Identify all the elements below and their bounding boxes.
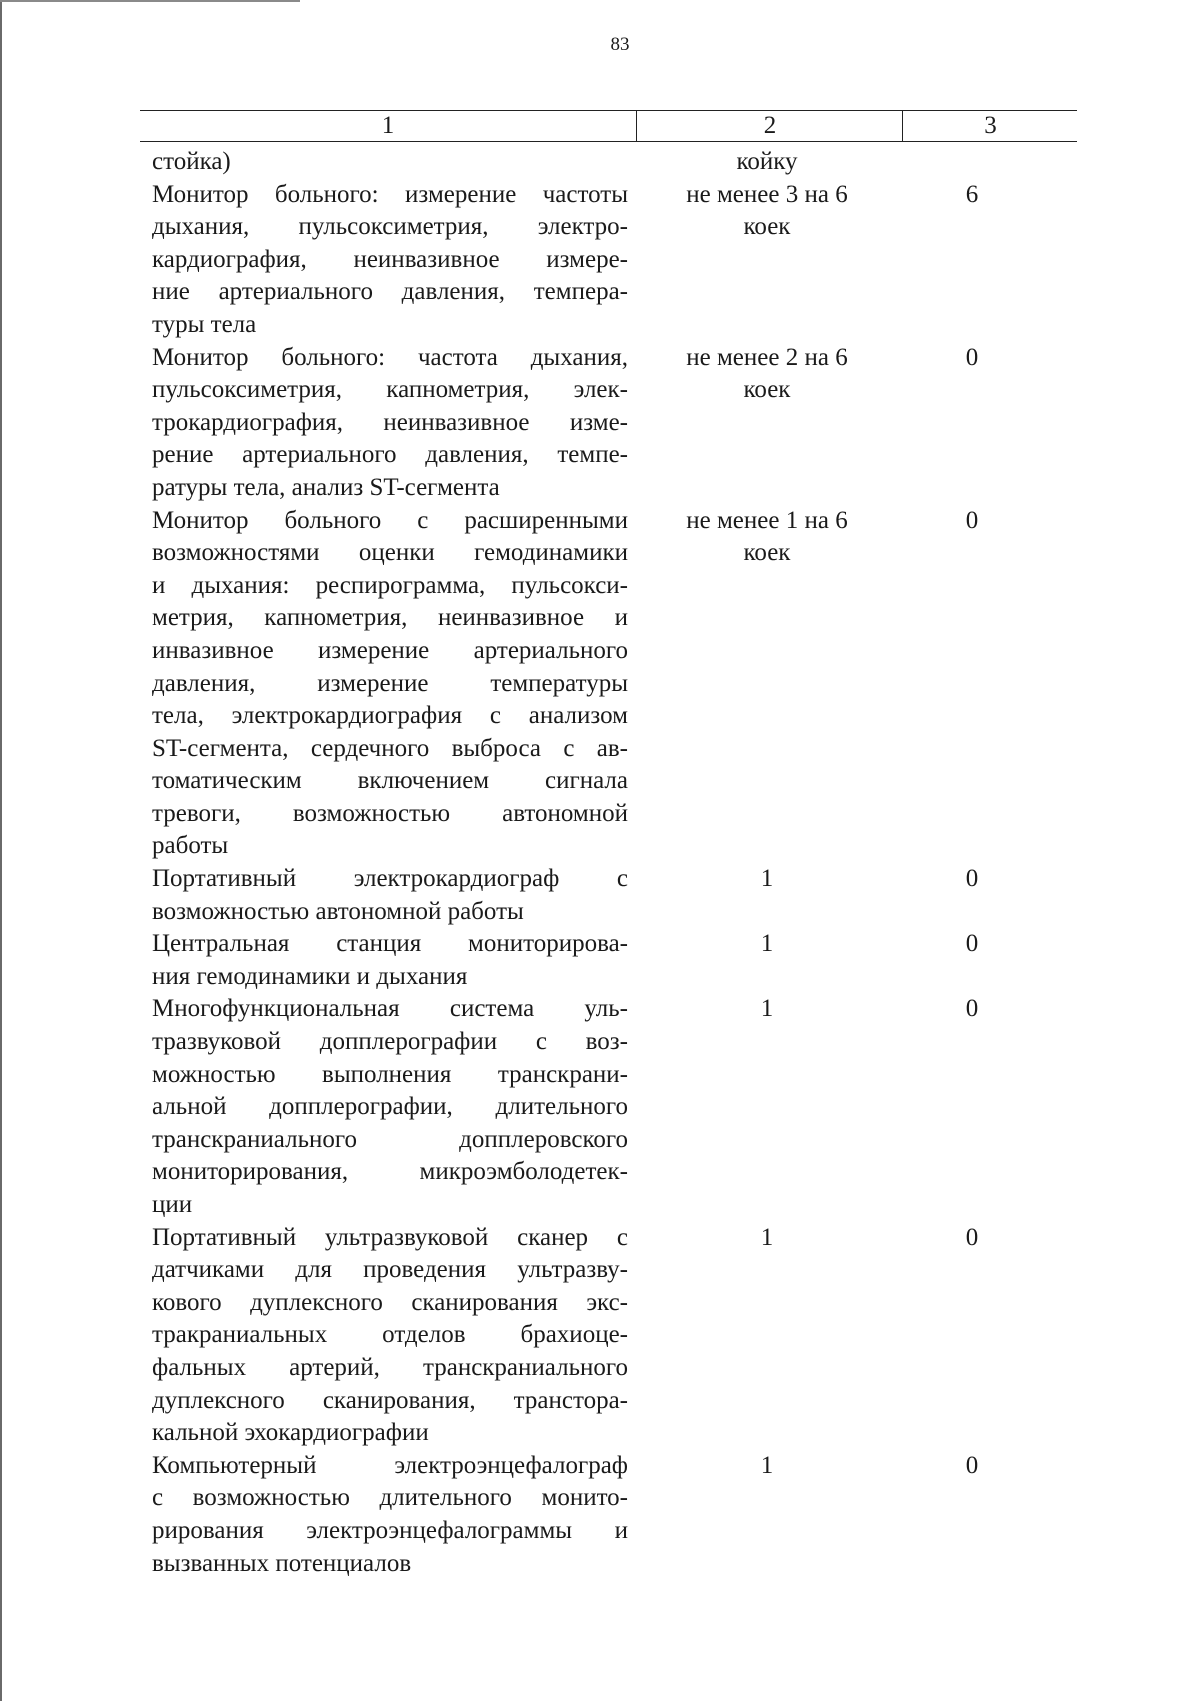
required-quantity xyxy=(647,1222,887,1255)
page-number: 83 xyxy=(610,34,630,55)
actual-quantity: 0 xyxy=(965,343,979,371)
table-row xyxy=(152,1222,1092,1450)
equipment-name-line: Монитор больного: измерение частоты xyxy=(152,180,628,208)
equipment-name-line: тревоги, возможностью автономной xyxy=(152,799,628,827)
equipment-name xyxy=(152,146,628,179)
table-row xyxy=(152,863,1092,928)
equipment-name-line: метрия, капнометрия, неинвазивное и xyxy=(152,604,628,632)
equipment-name-line: инвазивное измерение артериального xyxy=(152,636,628,664)
required-quantity-line: койку xyxy=(736,148,798,175)
header-col-1: 1 xyxy=(381,112,395,139)
equipment-name-line: транскраниального допплеровского xyxy=(152,1125,628,1153)
required-quantity-line: не менее 1 на 6 xyxy=(686,506,848,534)
equipment-name-line: кового дуплексного сканирования экс- xyxy=(152,1288,628,1316)
equipment-name-line: трокардиография, неинвазивное изме- xyxy=(152,408,628,436)
equipment-name xyxy=(152,179,628,342)
equipment-name xyxy=(152,928,628,993)
equipment-name-line: ции xyxy=(152,1191,193,1218)
equipment-name-line: ния гемодинамики и дыхания xyxy=(152,962,468,990)
table-row xyxy=(152,505,1092,864)
equipment-name-line: Многофункциональная система уль- xyxy=(152,995,628,1023)
equipment-name-line: рение артериального давления, темпе- xyxy=(152,441,628,469)
equipment-name-line: альной допплерографии, длительного xyxy=(152,1093,628,1121)
actual-quantity: 0 xyxy=(965,865,979,893)
required-quantity xyxy=(647,505,887,570)
required-quantity-line: 1 xyxy=(760,865,774,893)
equipment-name-line: ратуры тела, анализ ST-сегмента xyxy=(152,473,500,501)
required-quantity xyxy=(647,928,887,961)
actual-quantity: 0 xyxy=(965,995,979,1023)
required-quantity xyxy=(647,1450,887,1483)
equipment-name-line: Центральная станция мониторирова- xyxy=(152,930,628,958)
equipment-name-line: ST-сегмента, сердечного выброса с ав- xyxy=(152,734,628,762)
equipment-name-line: рирования электроэнцефалограммы и xyxy=(152,1516,628,1544)
required-quantity xyxy=(647,863,887,896)
equipment-name-line: вызванных потенциалов xyxy=(152,1549,412,1577)
required-quantity-line: не менее 2 на 6 xyxy=(686,343,848,371)
equipment-name xyxy=(152,1222,628,1450)
table-header xyxy=(140,110,1077,142)
actual-quantity: 0 xyxy=(965,1223,979,1251)
equipment-name-line: кальной эхокардиографии xyxy=(152,1419,429,1447)
actual-quantity: 6 xyxy=(965,180,979,208)
required-quantity-line: не менее 3 на 6 xyxy=(686,180,848,208)
equipment-name xyxy=(152,505,628,864)
equipment-name-line: возможностями оценки гемодинамики xyxy=(152,539,628,567)
required-quantity-line: коек xyxy=(743,376,791,404)
equipment-name-line: тразвуковой допплерографии с воз- xyxy=(152,1028,628,1056)
required-quantity-line: коек xyxy=(743,539,791,567)
table-row xyxy=(152,179,1092,342)
equipment-name xyxy=(152,1450,628,1580)
equipment-name xyxy=(152,863,628,928)
equipment-name-line: Портативный ультразвуковой сканер с xyxy=(152,1223,628,1251)
equipment-name-line: Компьютерный электроэнцефалограф xyxy=(152,1451,628,1479)
required-quantity xyxy=(647,179,887,244)
equipment-name-line: давления, измерение температуры xyxy=(152,669,628,697)
table-body xyxy=(152,146,1092,1580)
required-quantity-line: 1 xyxy=(760,1451,774,1479)
equipment-name-line: работы xyxy=(152,832,229,860)
equipment-name-line: тела, электрокардиография с анализом xyxy=(152,702,628,730)
table-row xyxy=(152,1450,1092,1580)
equipment-name xyxy=(152,993,628,1221)
equipment-name-line: Портативный электрокардиограф с xyxy=(152,865,628,893)
table-row xyxy=(152,928,1092,993)
equipment-name-line: датчиками для проведения ультразву- xyxy=(152,1256,628,1284)
actual-quantity: 0 xyxy=(965,1451,979,1479)
equipment-name-line: дыхания, пульсоксиметрия, электро- xyxy=(152,213,628,241)
header-col-3: 3 xyxy=(902,111,1078,141)
header-col-2: 2 xyxy=(636,111,903,141)
scan-top-edge xyxy=(0,0,300,2)
equipment-name-line: пульсоксиметрия, капнометрия, элек- xyxy=(152,376,628,404)
table-row xyxy=(152,146,1092,179)
scan-edge xyxy=(0,0,2,1701)
equipment-name-line: кардиография, неинвазивное измере- xyxy=(152,245,628,273)
equipment-name-line: томатическим включением сигнала xyxy=(152,767,628,795)
actual-quantity: 0 xyxy=(965,506,979,534)
actual-quantity: 0 xyxy=(965,930,979,958)
equipment-name-line: Монитор больного с расширенными xyxy=(152,506,628,534)
required-quantity xyxy=(647,342,887,407)
table-row xyxy=(152,342,1092,505)
equipment-name xyxy=(152,342,628,505)
table-row xyxy=(152,993,1092,1221)
required-quantity-line: 1 xyxy=(760,995,774,1023)
required-quantity xyxy=(647,993,887,1026)
equipment-name-line: можностью выполнения транскрани- xyxy=(152,1060,628,1088)
equipment-name-line: с возможностью длительного монито- xyxy=(152,1484,628,1512)
equipment-name-line: дуплексного сканирования, трансторa- xyxy=(152,1386,628,1414)
equipment-name-line: тракраниальных отделов брахиоце- xyxy=(152,1321,628,1349)
equipment-name-line: мониторирования, микроэмболодетек- xyxy=(152,1158,628,1186)
required-quantity-line: 1 xyxy=(760,1223,774,1251)
equipment-name-line: ние артериального давления, темпера- xyxy=(152,278,628,306)
required-quantity-line: коек xyxy=(743,213,791,241)
required-quantity-line: 1 xyxy=(760,930,774,958)
equipment-name-line: Монитор больного: частота дыхания, xyxy=(152,343,628,371)
equipment-name-line: и дыхания: респирограмма, пульсокси- xyxy=(152,571,628,599)
equipment-name-line: стойка) xyxy=(152,148,231,175)
required-quantity xyxy=(647,146,887,179)
equipment-name-line: фальных артерий, транскраниального xyxy=(152,1353,628,1381)
equipment-name-line: возможностью автономной работы xyxy=(152,897,524,925)
equipment-name-line: туры тела xyxy=(152,310,257,338)
